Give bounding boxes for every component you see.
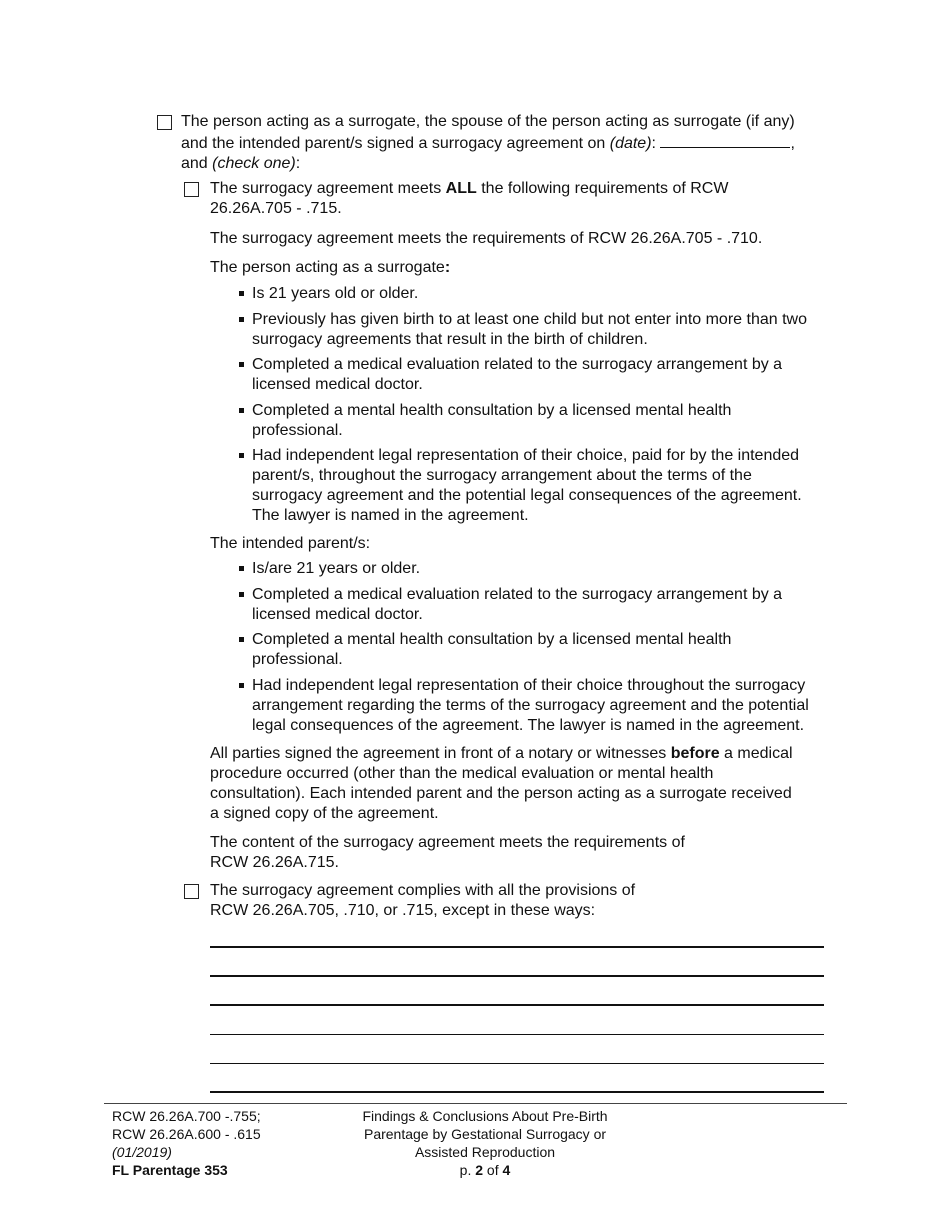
line: Completed a mental health consultation by a licensed mental health <box>252 631 732 648</box>
bullet-icon <box>239 592 244 597</box>
line: Had independent legal representation of their choice, paid for by the intended <box>252 447 800 464</box>
bullet-icon <box>239 408 244 413</box>
footer-page-number <box>325 1161 645 1179</box>
text: All parties signed the agreement in front of a notary or witnesses <box>210 745 671 762</box>
text: : <box>295 155 301 172</box>
line: Completed a medical evaluation related to the surrogacy arrangement by a <box>252 356 783 373</box>
line: parent/s, throughout the surrogacy arrangement about the terms of the <box>252 467 752 484</box>
parent-requirement-item <box>252 630 731 670</box>
all-emphasis: ALL <box>445 180 477 197</box>
text: : <box>651 135 656 152</box>
line: The content of the surrogacy agreement meets the requirements of <box>210 834 685 851</box>
line: RCW 26.26A.715. <box>210 854 339 871</box>
text: of <box>483 1162 503 1178</box>
footer-statute: RCW 26.26A.700 -.755; <box>112 1108 261 1124</box>
text: The person acting as a surrogate <box>210 259 445 276</box>
date-label: (date) <box>609 135 652 152</box>
line: Completed a mental health consultation by a licensed mental health <box>252 402 732 419</box>
text: p. <box>459 1162 476 1178</box>
line: procedure occurred (other than the medical evaluation or mental health <box>210 765 714 782</box>
parent-requirement-item <box>252 676 809 736</box>
bullet-icon <box>239 637 244 642</box>
exceptions-writing-line[interactable] <box>210 975 824 977</box>
parent-requirement-item <box>252 585 782 625</box>
line: surrogacy agreement and the potential legal consequences of the agreement. <box>252 487 802 504</box>
line: 26.26A.705 - .715. <box>210 200 342 217</box>
line: surrogacy agreements that result in the birth of children. <box>252 331 648 348</box>
footer-form-title: Parentage by Gestational Surrogacy or <box>363 1126 607 1142</box>
footer-left <box>112 1107 261 1179</box>
bullet-icon <box>239 291 244 296</box>
complies-except-text <box>210 881 635 921</box>
requirements-705-710-text: The surrogacy agreement meets the requirements of RCW 26.26A.705 - .710. <box>210 230 763 247</box>
line: arrangement regarding the terms of the surrogacy agreement and the potential <box>252 697 809 714</box>
footer-statute: RCW 26.26A.600 - .615 <box>112 1126 261 1142</box>
content-requirements-text <box>210 833 685 873</box>
line: a signed copy of the agreement. <box>210 805 439 822</box>
line <box>210 179 728 199</box>
text: , <box>790 135 795 152</box>
surrogate-heading <box>210 258 450 278</box>
total-pages: 4 <box>502 1162 511 1178</box>
colon: : <box>444 259 451 276</box>
bullet-icon <box>239 317 244 322</box>
line <box>181 132 795 154</box>
exceptions-writing-line[interactable] <box>210 1034 824 1035</box>
bullet-icon <box>239 566 244 571</box>
line <box>181 154 795 174</box>
bullet-icon <box>239 453 244 458</box>
surrogate-requirement-item <box>252 401 731 441</box>
line: The surrogacy agreement complies with all the provisions of <box>210 882 636 899</box>
surrogate-requirement-item <box>252 284 418 304</box>
text: The surrogacy agreement meets <box>210 180 446 197</box>
exceptions-writing-line[interactable] <box>210 946 824 948</box>
line: professional. <box>252 422 343 439</box>
line: legal consequences of the agreement. The lawyer is named in the agreement. <box>252 717 805 734</box>
footer-revision-date: (01/2019) <box>112 1144 172 1160</box>
parent-requirement-item <box>252 559 420 579</box>
text: and the intended parent/s signed a surrogacy agreement on <box>181 135 610 152</box>
line: Previously has given birth to at least one child but not enter into more than two <box>252 311 807 328</box>
line: Had independent legal representation of their choice throughout the surrogacy <box>252 677 806 694</box>
line: Completed a medical evaluation related to the surrogacy arrangement by a <box>252 586 783 603</box>
line: licensed medical doctor. <box>252 606 423 623</box>
footer-form-title: Assisted Reproduction <box>414 1144 556 1160</box>
exceptions-writing-line[interactable] <box>210 1004 824 1006</box>
line: licensed medical doctor. <box>252 376 423 393</box>
check-one-label: (check one) <box>212 155 296 172</box>
surrogacy-agreement-signed-checkbox[interactable] <box>157 115 172 130</box>
text: and <box>181 155 213 172</box>
before-emphasis: before <box>670 745 720 762</box>
text: a medical <box>719 745 793 762</box>
line: The lawyer is named in the agreement. <box>252 507 529 524</box>
surrogate-requirement-item <box>252 310 807 350</box>
meets-all-requirements-checkbox[interactable] <box>184 182 199 197</box>
footer-divider <box>104 1103 847 1104</box>
line <box>210 744 793 764</box>
line: RCW 26.26A.705, .710, or .715, except in these ways: <box>210 902 596 919</box>
meets-all-requirements-text <box>210 179 728 219</box>
bullet-icon <box>239 362 244 367</box>
current-page: 2 <box>475 1162 484 1178</box>
footer-center <box>325 1107 645 1179</box>
exceptions-writing-line[interactable] <box>210 1091 824 1093</box>
line: consultation). Each intended parent and the person acting as a surrogate received <box>210 785 792 802</box>
date-blank-field[interactable] <box>660 132 790 148</box>
line: professional. <box>252 651 343 668</box>
surrogacy-agreement-signed-text <box>181 112 795 174</box>
footer-form-number: FL Parentage 353 <box>112 1162 228 1178</box>
all-parties-signed-text <box>210 744 793 824</box>
line: Is 21 years old or older. <box>252 285 419 302</box>
exceptions-writing-line[interactable] <box>210 1063 824 1064</box>
bullet-icon <box>239 683 244 688</box>
line: The person acting as a surrogate, the spouse of the person acting as surrogate (if any) <box>181 113 795 130</box>
complies-except-checkbox[interactable] <box>184 884 199 899</box>
footer-form-title: Findings & Conclusions About Pre-Birth <box>362 1108 608 1124</box>
line: Is/are 21 years or older. <box>252 560 421 577</box>
intended-parents-heading: The intended parent/s: <box>210 535 371 552</box>
text: the following requirements of RCW <box>476 180 729 197</box>
surrogate-requirement-item <box>252 355 782 395</box>
surrogate-requirement-item <box>252 446 802 526</box>
